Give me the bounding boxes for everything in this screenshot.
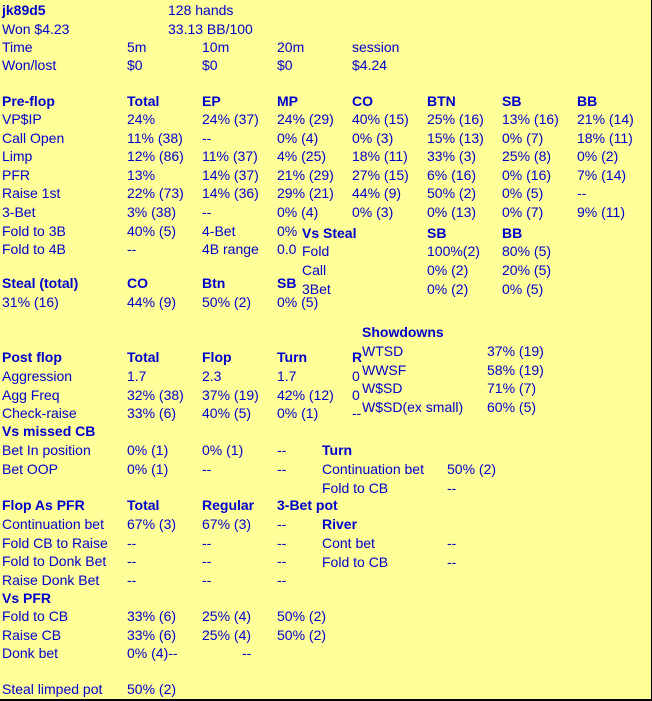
preflop-cell: 3% (38) xyxy=(127,204,177,220)
postflop-cell: 33% (6) xyxy=(127,405,177,422)
preflop-row-label: 3-Bet xyxy=(2,204,36,220)
vs-pfr-label: Donk bet xyxy=(2,645,59,662)
vs-missed-cb-cell: -- xyxy=(202,460,212,477)
preflop-cell: 15% (13) xyxy=(427,129,484,146)
preflop-cell: 13% (16) xyxy=(502,111,559,127)
flop-pfr-cell: -- xyxy=(202,553,212,570)
preflop-cell: 12% (86) xyxy=(127,148,184,165)
preflop-row-label: Raise 1st xyxy=(2,185,61,202)
preflop-cell: 4B range xyxy=(202,241,259,258)
preflop-cell: 4% (25) xyxy=(277,148,327,165)
preflop-row-label: Limp xyxy=(2,148,33,165)
preflop-cell: 7% (14) xyxy=(577,166,627,183)
flop-pfr-cell: -- xyxy=(202,571,212,588)
preflop-header: BB xyxy=(577,93,598,109)
vs-steal-bb: 20% (5) xyxy=(502,262,552,278)
preflop-cell: 0% (4) xyxy=(277,204,319,220)
river-value: -- xyxy=(447,535,457,551)
turn-label: Continuation bet xyxy=(322,461,424,477)
showdown-value: 71% (7) xyxy=(487,380,537,397)
postflop-cell: 1.7 xyxy=(127,368,147,384)
flop-pfr-cell: 67% (3) xyxy=(127,516,177,532)
preflop-cell: 22% (73) xyxy=(127,185,184,202)
preflop-header: BTN xyxy=(427,93,456,109)
steal-header: SB xyxy=(277,275,297,291)
vs-pfr-label: Raise CB xyxy=(2,626,62,643)
preflop-row-label: Fold to 4B xyxy=(2,241,66,258)
flop-pfr-cell: -- xyxy=(277,571,287,588)
preflop-cell: 9% (11) xyxy=(577,204,625,220)
postflop-row-label: Agg Freq xyxy=(2,386,60,403)
postflop-header: R xyxy=(352,349,363,365)
preflop-cell: 21% (29) xyxy=(277,166,334,183)
flop-pfr-header: 3-Bet pot xyxy=(277,497,338,513)
vs-missed-cb-title: Vs missed CB xyxy=(2,423,96,439)
vs-pfr-cell: 25% (4) xyxy=(202,608,252,624)
preflop-header: Pre-flop xyxy=(2,93,55,109)
river-title: River xyxy=(322,516,358,532)
preflop-cell: 18% (11) xyxy=(577,129,633,146)
vs-pfr-cell: 33% (6) xyxy=(127,626,177,643)
preflop-cell: 25% (8) xyxy=(502,148,552,165)
postflop-cell: 32% (38) xyxy=(127,386,184,403)
vs-steal-bb: 0% (5) xyxy=(502,281,544,297)
postflop-header: Total xyxy=(127,349,160,365)
flop-pfr-label: Continuation bet xyxy=(2,516,104,532)
steal-value: 0% (5) xyxy=(277,294,319,310)
vs-steal-sb: 0% (2) xyxy=(427,262,469,278)
steal-value: 50% (2) xyxy=(202,294,252,310)
preflop-header: Total xyxy=(127,93,160,109)
vs-steal-row-label: Fold xyxy=(302,243,330,259)
river-value: -- xyxy=(447,553,457,570)
showdowns-title: Showdowns xyxy=(362,324,444,340)
flop-pfr-label: Raise Donk Bet xyxy=(2,571,100,588)
vs-missed-cb-cell: 0% (1) xyxy=(127,460,169,477)
flop-pfr-cell: -- xyxy=(127,571,137,588)
showdown-label: W$SD xyxy=(362,380,403,397)
flop-pfr-label: Fold CB to Raise xyxy=(2,534,108,551)
vs-missed-cb-label: Bet OOP xyxy=(2,460,59,477)
flop-pfr-header: Regular xyxy=(202,497,255,513)
preflop-row-label: VP$IP xyxy=(2,111,42,127)
postflop-row-label: Aggression xyxy=(2,368,73,384)
preflop-cell: -- xyxy=(127,241,137,258)
preflop-cell: -- xyxy=(202,204,212,220)
preflop-cell: 0% (3) xyxy=(352,129,394,146)
flop-pfr-label: Fold to Donk Bet xyxy=(2,553,107,570)
time-col: 5m xyxy=(127,39,147,55)
preflop-cell: 14% (36) xyxy=(202,185,259,202)
steal-title: Steal (total) xyxy=(2,275,79,291)
turn-value: -- xyxy=(447,479,457,496)
preflop-cell: 14% (37) xyxy=(202,166,259,183)
preflop-cell: 0% (4) xyxy=(277,129,319,146)
vs-steal-row-label: 3Bet xyxy=(302,281,331,297)
preflop-cell: 4-Bet xyxy=(202,222,236,239)
preflop-header: EP xyxy=(202,93,221,109)
flop-pfr-cell: -- xyxy=(127,534,137,551)
flop-pfr-cell: -- xyxy=(202,534,212,551)
river-label: Cont bet xyxy=(322,535,375,551)
vs-pfr-cell: 50% (2) xyxy=(277,626,327,643)
preflop-cell: 24% (37) xyxy=(202,111,259,127)
vs-pfr-cell: -- xyxy=(242,645,252,662)
preflop-row-label: PFR xyxy=(2,166,30,183)
preflop-row-label: Call Open xyxy=(2,129,65,146)
postflop-cell: 0 xyxy=(352,368,360,384)
postflop-header: Turn xyxy=(277,349,308,365)
hands-count: 128 hands xyxy=(168,2,234,18)
preflop-header: CO xyxy=(352,93,373,109)
time-col: 10m xyxy=(202,39,230,55)
vs-missed-cb-cell: 0% (1) xyxy=(127,442,169,458)
vs-steal-row-label: Call xyxy=(302,262,327,278)
preflop-cell: 0% (7) xyxy=(502,204,544,220)
preflop-cell: 0% (13) xyxy=(427,204,477,220)
preflop-cell: 44% (9) xyxy=(352,185,402,202)
showdown-label: W$SD(ex small) xyxy=(362,398,464,415)
flop-pfr-cell: -- xyxy=(127,553,137,570)
showdown-value: 60% (5) xyxy=(487,398,537,415)
steal-value: 31% (16) xyxy=(2,294,59,310)
vs-steal-sb-header: SB xyxy=(427,225,447,241)
flop-pfr-header: Flop As PFR xyxy=(2,497,85,513)
vs-missed-cb-cell: -- xyxy=(277,442,287,458)
postflop-cell: 0% (1) xyxy=(277,405,319,422)
wonlost-label: Won/lost xyxy=(2,57,57,73)
preflop-cell: 40% (15) xyxy=(352,111,409,127)
wonlost-value: $4.24 xyxy=(352,57,388,73)
flop-pfr-header: Total xyxy=(127,497,160,513)
preflop-cell: 21% (14) xyxy=(577,111,634,127)
steal-header: CO xyxy=(127,275,148,291)
preflop-cell: 25% (16) xyxy=(427,111,484,127)
river-label: Fold to CB xyxy=(322,553,389,570)
won-amount: Won $4.23 xyxy=(2,21,70,37)
wonlost-value: $0 xyxy=(277,57,293,73)
showdown-label: WTSD xyxy=(362,343,404,359)
postflop-cell: 0 xyxy=(352,386,360,403)
preflop-cell: -- xyxy=(202,129,212,146)
preflop-cell: 13% xyxy=(127,166,156,183)
postflop-header: Post flop xyxy=(2,349,62,365)
turn-title: Turn xyxy=(322,442,353,458)
preflop-cell: 0% (5) xyxy=(502,185,544,202)
vs-pfr-cell: 33% (6) xyxy=(127,608,177,624)
wonlost-value: $0 xyxy=(127,57,143,73)
player-name: jk89d5 xyxy=(2,2,46,18)
preflop-header: SB xyxy=(502,93,522,109)
preflop-cell: 11% (38) xyxy=(127,129,183,146)
vs-steal-sb: 100%(2) xyxy=(427,243,480,259)
showdown-value: 58% (19) xyxy=(487,361,544,378)
preflop-cell: 0% (7) xyxy=(502,129,544,146)
vs-pfr-title: Vs PFR xyxy=(2,590,52,606)
time-col: 20m xyxy=(277,39,305,55)
vs-missed-cb-cell: -- xyxy=(277,460,287,477)
preflop-cell: 40% (5) xyxy=(127,222,177,239)
postflop-cell: 42% (12) xyxy=(277,386,334,403)
vs-pfr-label: Fold to CB xyxy=(2,608,69,624)
vs-missed-cb-label: Bet In position xyxy=(2,442,91,458)
postflop-row-label: Check-raise xyxy=(2,405,77,422)
preflop-cell: 29% (21) xyxy=(277,185,334,202)
turn-value: 50% (2) xyxy=(447,461,497,477)
preflop-cell: 24% (29) xyxy=(277,111,334,127)
vs-pfr-cell: 50% (2) xyxy=(277,608,327,624)
postflop-cell: 1.7 xyxy=(277,368,297,384)
turn-label: Fold to CB xyxy=(322,479,389,496)
preflop-cell: 24% xyxy=(127,111,156,127)
preflop-cell: 0% xyxy=(277,222,298,239)
vs-steal-bb: 80% (5) xyxy=(502,243,552,259)
preflop-cell: 33% (3) xyxy=(427,148,477,165)
wonlost-value: $0 xyxy=(202,57,218,73)
preflop-cell: 18% (11) xyxy=(352,148,408,165)
preflop-cell: -- xyxy=(577,185,587,202)
flop-pfr-cell: 67% (3) xyxy=(202,516,252,532)
preflop-cell: 0.0 xyxy=(277,241,297,258)
vs-steal-bb-header: BB xyxy=(502,225,523,241)
vs-missed-cb-cell: 0% (1) xyxy=(202,442,244,458)
preflop-header: MP xyxy=(277,93,298,109)
flop-pfr-cell: -- xyxy=(277,534,287,551)
vs-steal-sb: 0% (2) xyxy=(427,281,469,297)
steal-limped-label: Steal limped pot xyxy=(2,681,103,697)
time-col: session xyxy=(352,39,400,55)
steal-value: 44% (9) xyxy=(127,294,177,310)
preflop-cell: 0% (2) xyxy=(577,148,619,165)
vs-pfr-cell: 25% (4) xyxy=(202,626,252,643)
postflop-cell: 2.3 xyxy=(202,368,222,384)
postflop-cell: -- xyxy=(352,405,362,422)
preflop-cell: 0% (16) xyxy=(502,166,552,183)
preflop-cell: 0% (3) xyxy=(352,204,394,220)
vs-steal-title: Vs Steal xyxy=(302,225,357,241)
showdown-value: 37% (19) xyxy=(487,343,544,359)
showdown-label: WWSF xyxy=(362,361,407,378)
preflop-cell: 27% (15) xyxy=(352,166,409,183)
preflop-cell: 6% (16) xyxy=(427,166,477,183)
preflop-cell: 11% (37) xyxy=(202,148,258,165)
preflop-cell: 50% (2) xyxy=(427,185,477,202)
postflop-header: Flop xyxy=(202,349,232,365)
flop-pfr-cell: -- xyxy=(277,553,287,570)
postflop-cell: 40% (5) xyxy=(202,405,252,422)
steal-header: Btn xyxy=(202,275,226,291)
flop-pfr-cell: -- xyxy=(277,516,287,532)
preflop-row-label: Fold to 3B xyxy=(2,222,66,239)
steal-limped-value: 50% (2) xyxy=(127,681,177,697)
postflop-cell: 37% (19) xyxy=(202,386,259,403)
vs-pfr-cell: 0% (4)-- xyxy=(127,645,178,662)
time-label: Time xyxy=(2,39,33,55)
bb-per-100: 33.13 BB/100 xyxy=(168,21,253,37)
